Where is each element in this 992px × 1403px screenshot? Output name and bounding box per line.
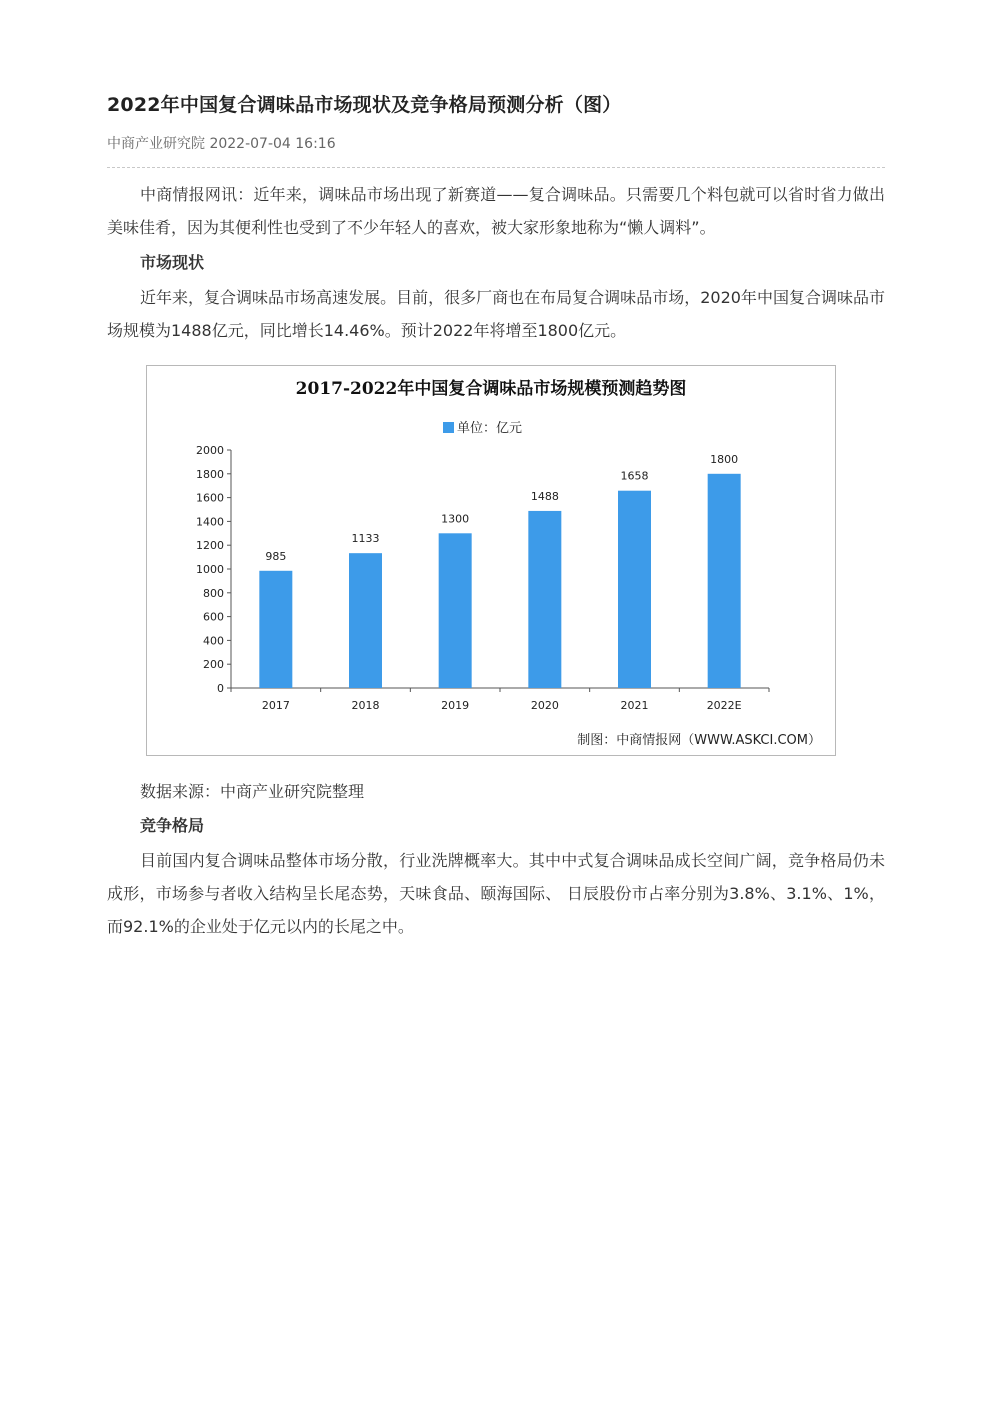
section-heading-market: 市场现状 — [140, 253, 205, 272]
y-tick-label: 1200 — [196, 539, 224, 553]
market-paragraph: 近年来，复合调味品市场高速发展。目前，很多厂商也在布局复合调味品市场，2020年中国复合调味品市场规模为1488亿元，同比增长14.46%。预计2022年将增至1800亿元。 — [107, 288, 885, 340]
y-tick-label: 600 — [203, 610, 224, 624]
article-datetime: 2022-07-04 16:16 — [209, 136, 336, 152]
x-tick-label: 2018 — [351, 699, 380, 712]
chart-bars — [259, 453, 740, 688]
article-meta — [107, 134, 885, 154]
meta-divider — [107, 167, 885, 168]
y-tick-label: 1000 — [196, 563, 224, 576]
article-source: 中商产业研究院 — [107, 136, 205, 152]
bar-value-label: 1488 — [530, 489, 559, 503]
x-tick-label: 2019 — [441, 699, 470, 712]
x-tick-label: 2021 — [620, 699, 649, 712]
bar-value-label: 1300 — [441, 512, 470, 526]
data-source-note: 数据来源：中商产业研究院整理 — [140, 782, 365, 801]
bar-chart — [146, 365, 836, 756]
bar-2017 — [259, 571, 292, 688]
y-tick-label: 1400 — [196, 515, 224, 529]
x-tick-label: 2017 — [261, 699, 290, 712]
bar-value-label: 1800 — [710, 452, 739, 466]
bar-2021 — [618, 491, 651, 688]
x-tick-label: 2022E — [706, 699, 742, 712]
bar-2022E — [708, 474, 741, 688]
y-tick-label: 400 — [203, 634, 224, 648]
y-tick-label: 2000 — [196, 444, 224, 457]
legend-label: 单位：亿元 — [457, 421, 523, 436]
competition-paragraph: 目前国内复合调味品整体市场分散，行业洗牌概率大。其中中式复合调味品成长空间广阔，竞争格局仍未成形，市场参与者收入结构呈长尾态势，天味食品、颐海国际、 日辰股份市占率分别为3.8%、3.1%、1%，而92.1%的企业处于亿元以内的长尾之中。 — [107, 851, 885, 936]
y-tick-label: 0 — [217, 682, 224, 695]
y-tick-label: 1600 — [196, 491, 224, 505]
chart-credit: 制图：中商情报网（WWW.ASKCI.COM） — [577, 733, 821, 748]
article-title: 2022年中国复合调味品市场现状及竞争格局预测分析（图） — [107, 94, 622, 116]
bar-value-label: 1133 — [351, 532, 380, 546]
y-tick-label: 1800 — [196, 467, 224, 481]
bar-value-label: 1658 — [620, 469, 649, 483]
bar-2019 — [439, 533, 472, 688]
bar-chart-svg — [147, 366, 835, 755]
intro-paragraph: 中商情报网讯：近年来，调味品市场出现了新赛道——复合调味品。只需要几个料包就可以省时省力做出美味佳肴，因为其便利性也受到了不少年轻人的喜欢，被大家形象地称为“懒人调料”。 — [107, 185, 885, 237]
bar-value-label: 985 — [265, 549, 287, 563]
legend-swatch — [443, 422, 454, 433]
y-tick-label: 200 — [203, 658, 224, 672]
bar-2018 — [349, 553, 382, 688]
section-heading-competition: 竞争格局 — [140, 816, 205, 835]
bar-2020 — [528, 511, 561, 688]
x-tick-label: 2020 — [530, 699, 559, 712]
article — [107, 90, 885, 943]
chart-title: 2017-2022年中国复合调味品市场规模预测趋势图 — [295, 379, 687, 399]
y-tick-label: 800 — [203, 586, 224, 600]
